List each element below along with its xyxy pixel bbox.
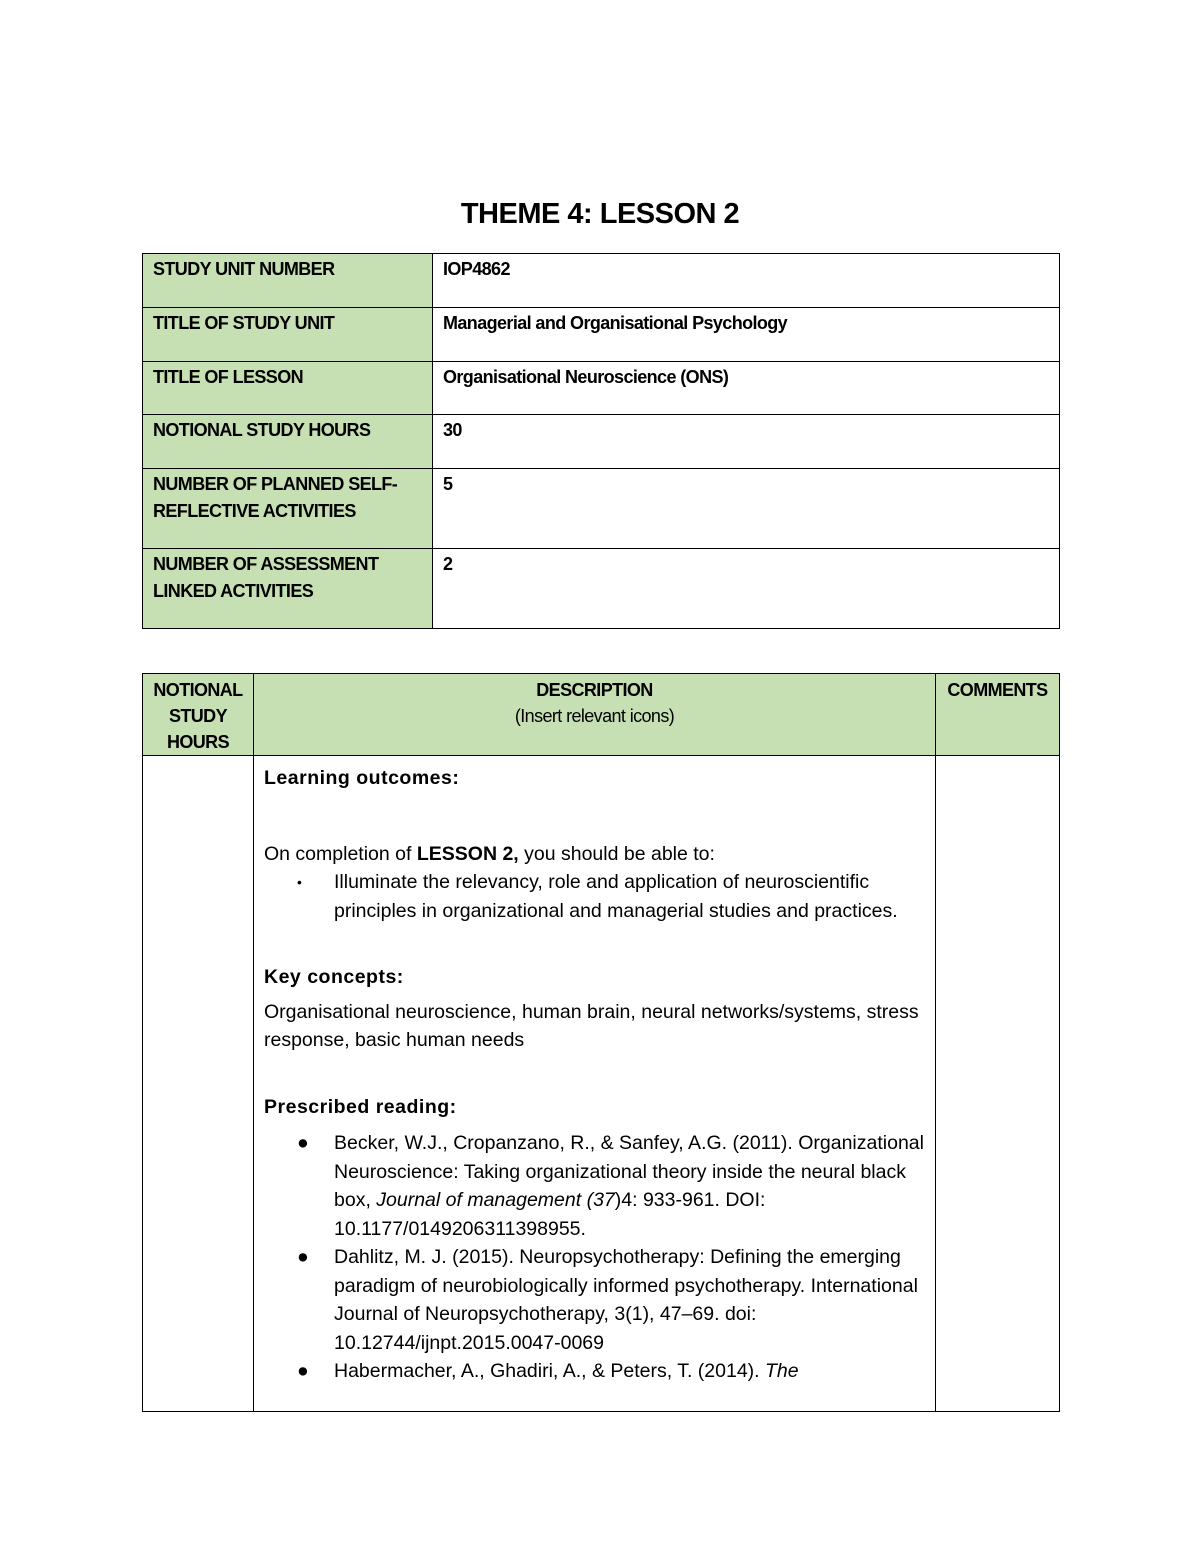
list-item: ● Becker, W.J., Cropanzano, R., & Sanfey, A.G. (2011). Organizational Neuroscience: Taking organizational theory inside the neural black box, Journal of management (37)4: 933-961. DOI: 10.1177/0149206311398955. <box>264 1129 925 1243</box>
study-unit-info-table <box>142 253 1060 629</box>
row-value: Managerial and Organisational Psychology <box>433 308 1060 362</box>
row-label: NOTIONAL STUDY HOURS <box>143 415 433 469</box>
bullet-icon: ● <box>297 1246 309 1268</box>
table-row <box>143 254 1060 308</box>
key-concepts-text: Organisational neuroscience, human brain, neural networks/systems, stress response, basic human needs <box>264 1000 919 1051</box>
content-row <box>143 756 1060 1412</box>
table-row <box>143 415 1060 469</box>
row-value: IOP4862 <box>433 254 1060 308</box>
comments-cell <box>936 756 1060 1412</box>
header-row <box>143 674 1060 756</box>
table-row <box>143 362 1060 415</box>
prescribed-reading-list <box>264 1129 925 1386</box>
learning-outcomes-heading: Learning outcomes: <box>264 767 460 789</box>
description-subheading: (Insert relevant icons) <box>514 706 675 726</box>
row-value: 2 <box>433 549 1060 629</box>
lesson-description-table <box>142 673 1060 1412</box>
table-row <box>143 308 1060 362</box>
row-value: 30 <box>433 415 1060 469</box>
row-value: Organisational Neuroscience (ONS) <box>433 362 1060 415</box>
table-row <box>143 549 1060 629</box>
key-concepts-heading: Key concepts: <box>264 966 404 988</box>
list-item: • Illuminate the relevancy, role and application of neuroscientific principles in organizational and managerial studies and practices. <box>264 868 925 925</box>
row-value: 5 <box>433 469 1060 549</box>
row-label: NUMBER OF ASSESSMENT LINKED ACTIVITIES <box>143 549 433 629</box>
learning-outcomes-list <box>264 868 925 925</box>
header-comments: COMMENTS <box>936 674 1060 756</box>
header-description <box>254 674 936 756</box>
page-title: THEME 4: LESSON 2 <box>460 198 740 230</box>
row-label: TITLE OF LESSON <box>143 362 433 415</box>
list-item: ● Dahlitz, M. J. (2015). Neuropsychotherapy: Defining the emerging paradigm of neurobiologically informed psychotherapy. International Journal of Neuropsychotherapy, 3(1), 47–69. doi: 10.12744/ijnpt.2015.0047-0069 <box>264 1243 925 1357</box>
description-heading: DESCRIPTION <box>536 680 653 700</box>
row-label: STUDY UNIT NUMBER <box>143 254 433 308</box>
prescribed-reading-heading: Prescribed reading: <box>264 1095 457 1118</box>
hours-cell <box>143 756 254 1412</box>
bullet-icon: ● <box>297 1360 309 1382</box>
description-cell <box>254 756 936 1412</box>
header-notional-hours: NOTIONAL STUDY HOURS <box>143 674 254 756</box>
learning-outcomes-intro: On completion of LESSON 2, you should be able to: <box>264 842 715 865</box>
bullet-icon: • <box>297 874 302 890</box>
list-item: ● Habermacher, A., Ghadiri, A., & Peters, T. (2014). The <box>264 1357 925 1386</box>
table-row <box>143 469 1060 549</box>
row-label: TITLE OF STUDY UNIT <box>143 308 433 362</box>
row-label: NUMBER OF PLANNED SELF-REFLECTIVE ACTIVITIES <box>143 469 433 549</box>
bullet-icon: ● <box>297 1132 309 1154</box>
